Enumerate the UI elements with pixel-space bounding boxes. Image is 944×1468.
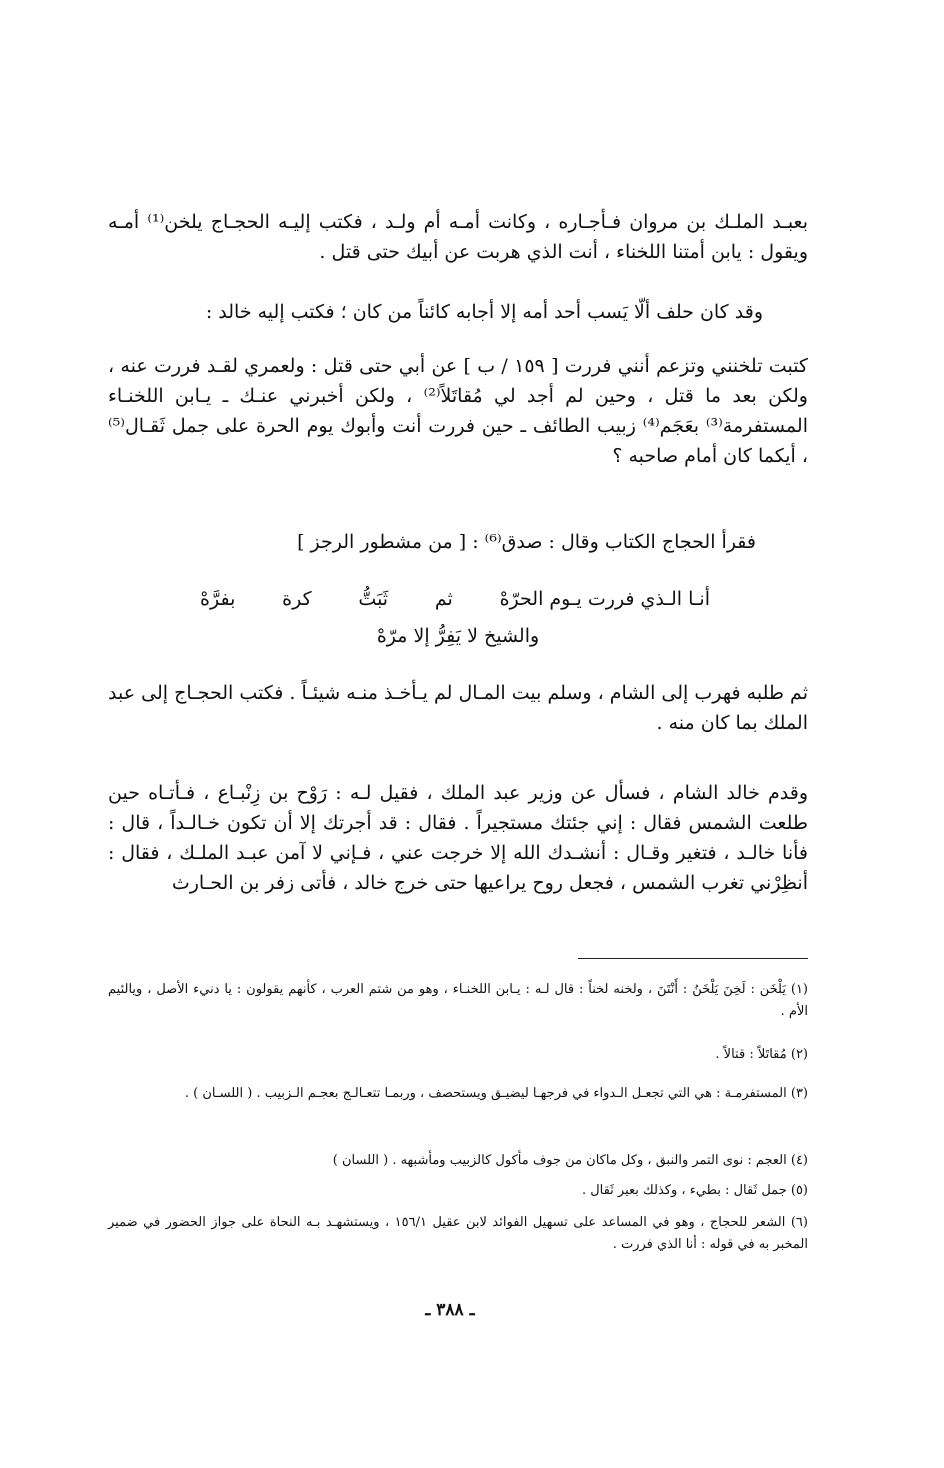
footnote-5: (٥) جمل ثَقال : بطيء ، وكذلك بعير ثَقال . [581,1183,808,1198]
paragraph-1: بعبـد الملـك بن مروان فـأجـاره ، وكانت أمـه أم ولـد ، فكتب إليـه الحجـاج يلخن⁽¹⁾ أمـه ويقول : يابن أمتنا اللخناء ، أنت الذي هربت عن أبيك حتى قتل . [108,211,809,263]
paragraph-2: وقد كان حلف ألّا يَسب أحد أمه إلا أجابه كائناً من كان ؛ فكتب إليه خالد : [205,301,763,323]
footnote-2: (٢) مُقاتَلاً : قتالاً . [715,1047,808,1062]
verse-line-1 [200,584,710,614]
footnote-6: (٦) الشعر للحجاج ، وهو في المساعد على تسهيل الفوائد لابن عقيل ١٥٦/١ ، ويستشهـد بـه النحاة على جواز الحضور في ضمير المخبر به في قوله : أنا الذي فررت . [108,1215,808,1252]
footnote-3: (٣) المستفرمـة : هي التي تجعـل الـدواء في فرجهـا ليضيـق ويستحصف ، وربمـا تتعـالـج بعجـم الـزبيب . ( اللسـان ) . [184,1086,808,1101]
footnote-divider [578,958,808,959]
verse-word-4: بفرَّهْ [200,588,236,610]
footnote-4: (٤) العجم : نوى التمر والنبق ، وكل ماكان من جوف مأكول كالزبيب ومأشبهه . ( اللسان ) [332,1153,808,1168]
paragraph-6: وقدم خالد الشام ، فسأل عن وزير عبد الملك ، فقيل لـه : رَوْح بن زِنْبـاع ، فـأتـاه حين طلعت الشمس فقال : إني جئتك مستجيراً . فقال : قد أجرتك إلا أن تكون خـالـداً ، قال : فأنا خالـد ، فتغير وقـال : أنشـدك الله إلا خرجت عني ، فـإني لا آمن عبـد الملـك ، فقال : أنظِرْني تغرب الشمس ، فجعل روح يراعيها حتى خرج خالد ، فأتى زفر بن الحـارث [108,782,808,894]
paragraph-4: فقرأ الحجاج الكتاب وقال : صدق⁽⁶⁾ : [ من مشطور الرجز ] [297,531,756,553]
paragraph-3: كتبت تلخنني وتزعم أنني فررت [ ١٥٩ / ب ] عن أبي حتى قتل : ولعمري لقـد فررت عنه ، ولكن بعد ما قتل ، وحين لم أجد لي مُقاتَلاً⁽²⁾ ، ولكن أخبرني عنـك ـ يـابن اللخنـاء المستفرمة⁽³⁾ بعَجَم⁽⁴⁾ زبيب الطائف ـ حين فررت أنت وأبوك يوم الحرة على جمل ثَقـال⁽⁵⁾ ، أيكما كان أمام صاحبه ؟ [108,355,808,467]
verse-word-3: كرة [282,588,312,610]
footnote-1: (١) يَلْخَن : لَخِنَ يَلْخَنُ : أَنْتَنَ ، ولخنه لخناً : قال لـه : يـابن اللخنـاء ، وهو من شتم العرب ، كأنهم يقولون : يا دنيء الأصل ، ويالئيم الأم . [108,982,808,1019]
verse-word-1: ثم [434,588,453,610]
verse-line-2: والشيخ لا يَفِرُّ إلا مرّهْ [376,625,540,647]
verse-hemistich-1: أنـا الـذي فررت يـوم الحرّهْ [499,588,710,610]
page-number: ـ ٣٨٨ ـ [425,1300,475,1320]
paragraph-5: ثم طلبه فهرب إلى الشام ، وسلم بيت المـال لم يـأخـذ منـه شيئـاً . فكتب الحجـاج إلى عبد الملك بما كان منه . [108,682,808,734]
verse-word-2: ثَبَتُّ [358,588,389,610]
